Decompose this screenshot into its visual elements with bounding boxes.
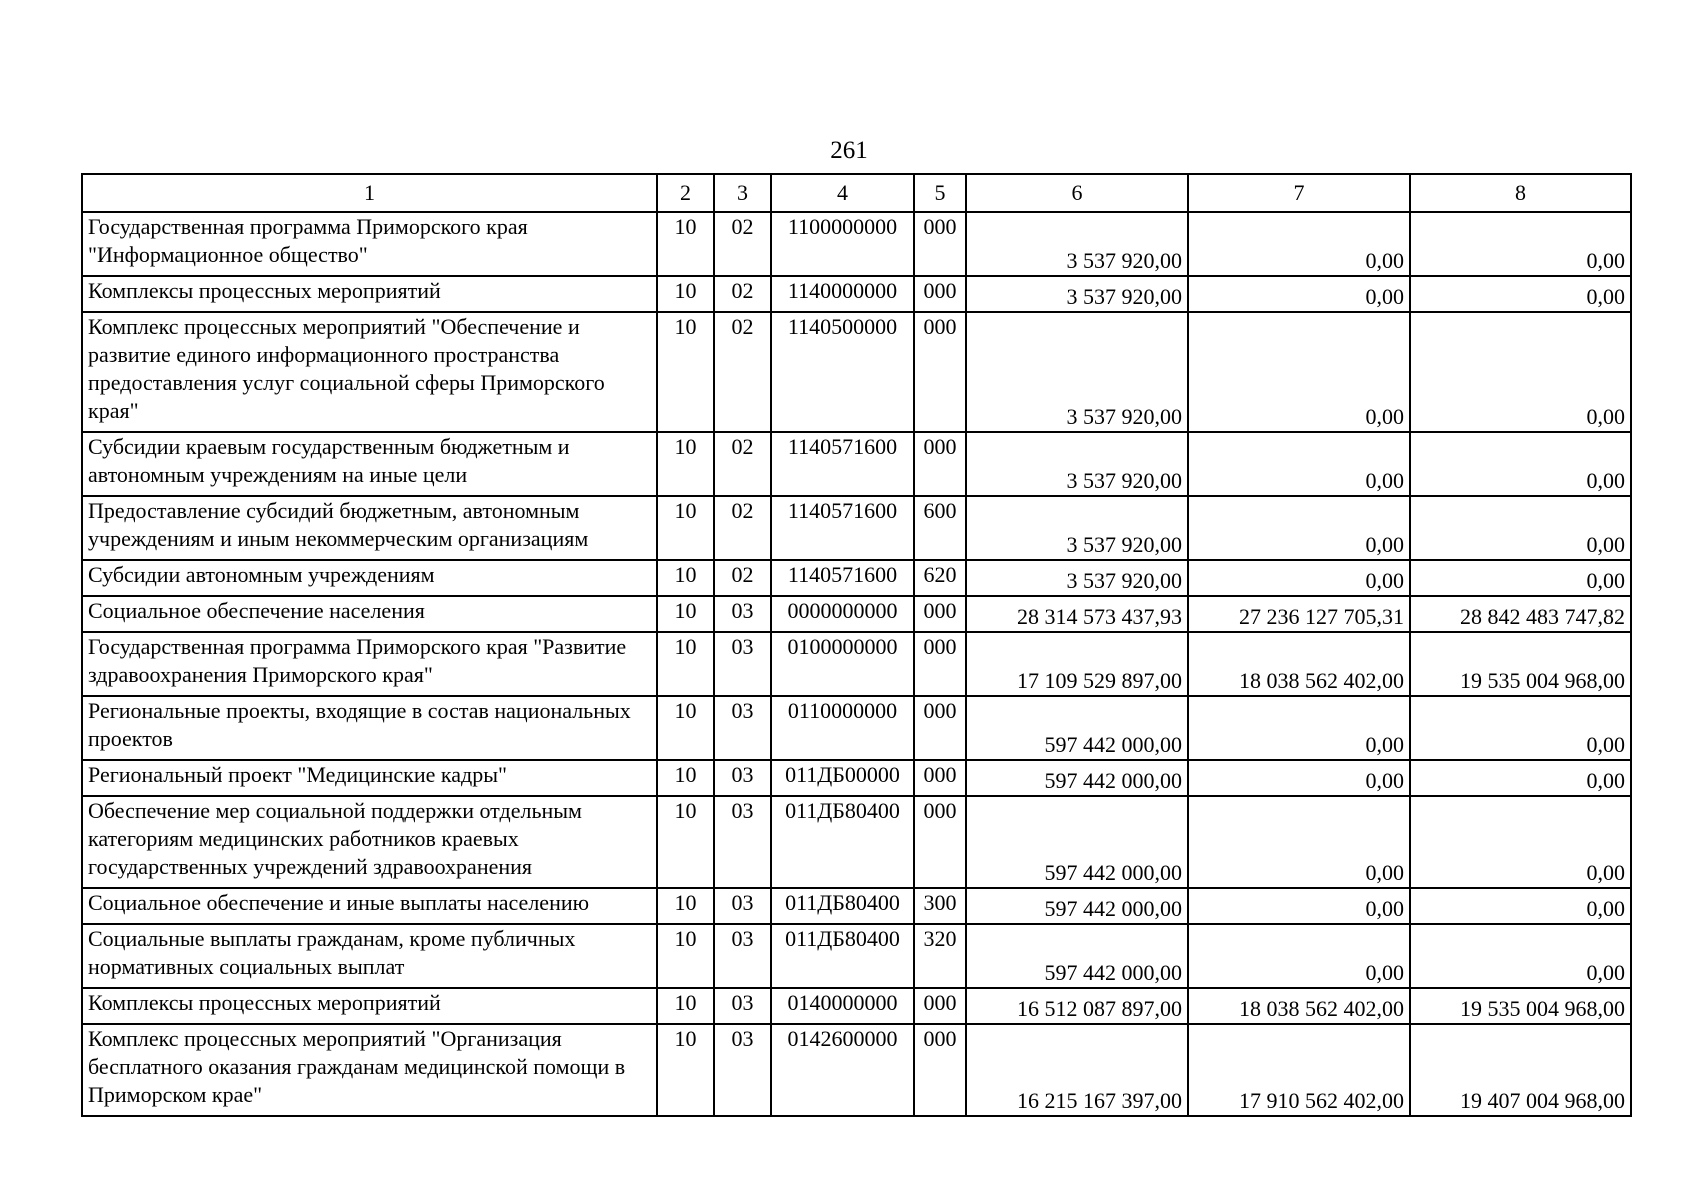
table-row [82, 760, 1631, 796]
row-target-article-cell: 0140000000 [771, 988, 914, 1024]
row-name-cell: Комплексы процессных мероприятий [82, 276, 657, 312]
column-header-5: 5 [914, 174, 966, 212]
row-amount-col7-cell: 0,00 [1188, 212, 1410, 276]
row-amount-col7-cell: 0,00 [1188, 560, 1410, 596]
row-expense-type-cell: 000 [914, 760, 966, 796]
row-section-cell: 10 [657, 696, 714, 760]
row-section-cell: 10 [657, 496, 714, 560]
column-header-3: 3 [714, 174, 771, 212]
row-section-cell: 10 [657, 560, 714, 596]
table-row [82, 888, 1631, 924]
row-subsection-cell: 02 [714, 212, 771, 276]
row-amount-col8-cell: 0,00 [1410, 496, 1631, 560]
row-target-article-cell: 011ДБ80400 [771, 888, 914, 924]
row-amount-col7-cell: 18 038 562 402,00 [1188, 632, 1410, 696]
row-section-cell: 10 [657, 596, 714, 632]
row-amount-col7-cell: 0,00 [1188, 432, 1410, 496]
row-target-article-cell: 0000000000 [771, 596, 914, 632]
column-header-2: 2 [657, 174, 714, 212]
row-amount-col7-cell: 18 038 562 402,00 [1188, 988, 1410, 1024]
row-amount-col7-cell: 0,00 [1188, 796, 1410, 888]
table-row [82, 596, 1631, 632]
column-header-6: 6 [966, 174, 1188, 212]
table-row [82, 560, 1631, 596]
column-header-7: 7 [1188, 174, 1410, 212]
table-row [82, 632, 1631, 696]
row-expense-type-cell: 000 [914, 596, 966, 632]
row-name-cell: Социальное обеспечение населения [82, 596, 657, 632]
row-section-cell: 10 [657, 632, 714, 696]
row-amount-col6-cell: 3 537 920,00 [966, 312, 1188, 432]
row-amount-col7-cell: 17 910 562 402,00 [1188, 1024, 1410, 1116]
row-expense-type-cell: 620 [914, 560, 966, 596]
table-row [82, 696, 1631, 760]
budget-table [81, 173, 1632, 1117]
row-amount-col8-cell: 28 842 483 747,82 [1410, 596, 1631, 632]
row-target-article-cell: 1140571600 [771, 432, 914, 496]
row-expense-type-cell: 000 [914, 1024, 966, 1116]
row-amount-col8-cell: 19 535 004 968,00 [1410, 632, 1631, 696]
row-subsection-cell: 03 [714, 596, 771, 632]
row-amount-col6-cell: 3 537 920,00 [966, 212, 1188, 276]
row-target-article-cell: 1140571600 [771, 560, 914, 596]
row-amount-col8-cell: 0,00 [1410, 312, 1631, 432]
row-amount-col6-cell: 597 442 000,00 [966, 796, 1188, 888]
row-target-article-cell: 1100000000 [771, 212, 914, 276]
row-amount-col6-cell: 597 442 000,00 [966, 924, 1188, 988]
row-name-cell: Социальное обеспечение и иные выплаты населению [82, 888, 657, 924]
row-amount-col7-cell: 0,00 [1188, 312, 1410, 432]
row-subsection-cell: 03 [714, 796, 771, 888]
row-target-article-cell: 1140571600 [771, 496, 914, 560]
row-amount-col8-cell: 0,00 [1410, 432, 1631, 496]
row-amount-col7-cell: 0,00 [1188, 696, 1410, 760]
row-amount-col8-cell: 19 535 004 968,00 [1410, 988, 1631, 1024]
row-amount-col7-cell: 0,00 [1188, 496, 1410, 560]
row-amount-col7-cell: 27 236 127 705,31 [1188, 596, 1410, 632]
row-subsection-cell: 02 [714, 496, 771, 560]
table-row [82, 796, 1631, 888]
row-section-cell: 10 [657, 924, 714, 988]
row-section-cell: 10 [657, 276, 714, 312]
row-name-cell: Комплекс процессных мероприятий "Организация бесплатного оказания гражданам медицинской помощи в Приморском крае" [82, 1024, 657, 1116]
row-name-cell: Субсидии краевым государственным бюджетным и автономным учреждениям на иные цели [82, 432, 657, 496]
row-subsection-cell: 03 [714, 888, 771, 924]
row-amount-col8-cell: 0,00 [1410, 212, 1631, 276]
row-section-cell: 10 [657, 796, 714, 888]
row-expense-type-cell: 000 [914, 988, 966, 1024]
table-row [82, 988, 1631, 1024]
row-amount-col6-cell: 3 537 920,00 [966, 276, 1188, 312]
row-target-article-cell: 0142600000 [771, 1024, 914, 1116]
column-header-1: 1 [82, 174, 657, 212]
row-target-article-cell: 011ДБ00000 [771, 760, 914, 796]
row-section-cell: 10 [657, 312, 714, 432]
row-amount-col8-cell: 0,00 [1410, 560, 1631, 596]
table-row [82, 496, 1631, 560]
row-name-cell: Государственная программа Приморского края "Развитие здравоохранения Приморского края" [82, 632, 657, 696]
row-name-cell: Обеспечение мер социальной поддержки отдельным категориям медицинских работников краевых государственных учреждений здравоохранения [82, 796, 657, 888]
row-section-cell: 10 [657, 212, 714, 276]
row-subsection-cell: 03 [714, 1024, 771, 1116]
page-number: 261 [830, 137, 868, 164]
row-amount-col6-cell: 16 512 087 897,00 [966, 988, 1188, 1024]
row-amount-col8-cell: 0,00 [1410, 888, 1631, 924]
table-row [82, 276, 1631, 312]
row-subsection-cell: 02 [714, 312, 771, 432]
row-expense-type-cell: 000 [914, 796, 966, 888]
row-expense-type-cell: 000 [914, 212, 966, 276]
table-body [82, 212, 1631, 1116]
row-expense-type-cell: 000 [914, 276, 966, 312]
row-amount-col6-cell: 3 537 920,00 [966, 560, 1188, 596]
row-amount-col8-cell: 0,00 [1410, 276, 1631, 312]
row-expense-type-cell: 320 [914, 924, 966, 988]
row-amount-col7-cell: 0,00 [1188, 888, 1410, 924]
row-name-cell: Социальные выплаты гражданам, кроме публичных нормативных социальных выплат [82, 924, 657, 988]
row-name-cell: Субсидии автономным учреждениям [82, 560, 657, 596]
row-amount-col6-cell: 16 215 167 397,00 [966, 1024, 1188, 1116]
row-amount-col6-cell: 3 537 920,00 [966, 432, 1188, 496]
row-amount-col8-cell: 19 407 004 968,00 [1410, 1024, 1631, 1116]
row-section-cell: 10 [657, 760, 714, 796]
row-subsection-cell: 03 [714, 632, 771, 696]
row-amount-col8-cell: 0,00 [1410, 796, 1631, 888]
row-amount-col7-cell: 0,00 [1188, 924, 1410, 988]
row-amount-col6-cell: 597 442 000,00 [966, 760, 1188, 796]
column-header-4: 4 [771, 174, 914, 212]
row-target-article-cell: 0110000000 [771, 696, 914, 760]
row-amount-col6-cell: 597 442 000,00 [966, 888, 1188, 924]
row-amount-col6-cell: 28 314 573 437,93 [966, 596, 1188, 632]
row-subsection-cell: 02 [714, 432, 771, 496]
row-subsection-cell: 03 [714, 696, 771, 760]
row-subsection-cell: 02 [714, 276, 771, 312]
row-expense-type-cell: 000 [914, 432, 966, 496]
row-amount-col8-cell: 0,00 [1410, 760, 1631, 796]
row-target-article-cell: 1140000000 [771, 276, 914, 312]
row-name-cell: Комплексы процессных мероприятий [82, 988, 657, 1024]
row-name-cell: Региональный проект "Медицинские кадры" [82, 760, 657, 796]
table-row [82, 432, 1631, 496]
row-name-cell: Предоставление субсидий бюджетным, автономным учреждениям и иным некоммерческим организациям [82, 496, 657, 560]
row-section-cell: 10 [657, 888, 714, 924]
row-target-article-cell: 0100000000 [771, 632, 914, 696]
row-expense-type-cell: 000 [914, 696, 966, 760]
column-header-8: 8 [1410, 174, 1631, 212]
row-section-cell: 10 [657, 988, 714, 1024]
table-row [82, 212, 1631, 276]
row-amount-col7-cell: 0,00 [1188, 276, 1410, 312]
row-target-article-cell: 1140500000 [771, 312, 914, 432]
row-target-article-cell: 011ДБ80400 [771, 796, 914, 888]
row-expense-type-cell: 600 [914, 496, 966, 560]
row-amount-col6-cell: 17 109 529 897,00 [966, 632, 1188, 696]
table-row [82, 924, 1631, 988]
row-expense-type-cell: 000 [914, 312, 966, 432]
table-row [82, 1024, 1631, 1116]
row-subsection-cell: 03 [714, 988, 771, 1024]
row-subsection-cell: 03 [714, 760, 771, 796]
row-amount-col7-cell: 0,00 [1188, 760, 1410, 796]
row-subsection-cell: 03 [714, 924, 771, 988]
row-section-cell: 10 [657, 432, 714, 496]
row-name-cell: Государственная программа Приморского края "Информационное общество" [82, 212, 657, 276]
row-subsection-cell: 02 [714, 560, 771, 596]
row-expense-type-cell: 000 [914, 632, 966, 696]
row-section-cell: 10 [657, 1024, 714, 1116]
row-target-article-cell: 011ДБ80400 [771, 924, 914, 988]
header-row [82, 174, 1631, 212]
table-row [82, 312, 1631, 432]
row-name-cell: Региональные проекты, входящие в состав национальных проектов [82, 696, 657, 760]
row-amount-col8-cell: 0,00 [1410, 924, 1631, 988]
row-name-cell: Комплекс процессных мероприятий "Обеспечение и развитие единого информационного пространства предоставления услуг социальной сферы Приморского края" [82, 312, 657, 432]
row-amount-col6-cell: 597 442 000,00 [966, 696, 1188, 760]
row-amount-col8-cell: 0,00 [1410, 696, 1631, 760]
row-amount-col6-cell: 3 537 920,00 [966, 496, 1188, 560]
row-expense-type-cell: 300 [914, 888, 966, 924]
